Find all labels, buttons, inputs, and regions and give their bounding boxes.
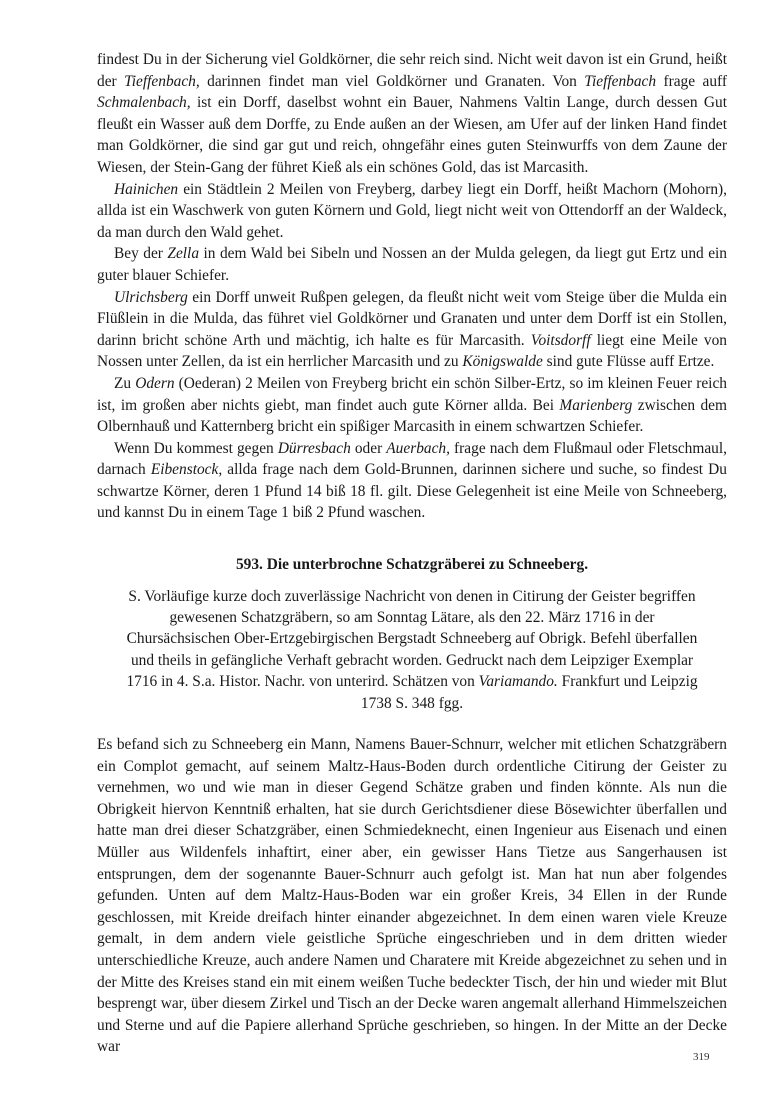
italic-term: Ulrichsberg [114,288,188,306]
body-paragraph: Es befand sich zu Schneeberg ein Mann, Namens Bauer-Schnurr, welcher mit etlichen Schatzgräbern ein Complot gemacht, auf seinem Maltz-Haus-Boden durch ordentliche Citirung der Geister zu vernehmen, wo und wie man in dieser Gegend Schätze graben und finden könnte. Als nun die Obrigkeit hiervon Kenntniß erhalten, hat sie durch Gerichtsdiener diese Bösewichter überfallen und hatte man drei dieser Schatzgräber, einen Schmiedeknecht, einen Ingenieur aus Eisenach und einen Müller aus Wildenfels inhaftirt, einer aber, ein gewisser Hans Tietze aus Sangerhausen ist entsprungen, dem der sogenannte Bauer-Schnurr auch gefolgt ist. Man hat nun aber folgendes gefunden. Unten auf dem Maltz-Haus-Boden war ein großer Kreis, 34 Ellen in der Runde geschlossen, mit Kreide dreifach hinter einander abgezeichnet. In dem einen waren viele Kreuze gemalt, in dem andern viele geistliche Sprüche eingeschrieben und in dem dritten wieder unterschiedliche Kreuze, auch andere Namen und Charatere mit Kreide abgezeichnet zu sehen und in der Mitte des Kreises stand ein mit einem weißen Tuche bedeckter Tisch, der hin und wieder mit Blut besprengt war, über diesem Zirkel und Tisch an der Decke waren angemalt allerhand Himmelszeichen und Sterne und auf die Papiere allerhand Sprüche geschrieben, so hingen. In der Mitte an der Decke war [97,736,727,1056]
paragraph: Hainichen ein Städtlein 2 Meilen von Freyberg, darbey liegt ein Dorff, heißt Machorn (Mohorn), allda ist ein Waschwerk von guten Körnern und Gold, liegt nicht weit von Ottendorff an der Waldeck, da man durch den Wald gehet. [97,180,727,241]
paragraph: Bey der Zella in dem Wald bei Sibeln und Nossen an der Mulda gelegen, da liegt gut Ertz und ein guter blauer Schiefer. [97,245,727,284]
page-text [97,49,727,1058]
italic-term: Variamando. [478,673,558,691]
italic-term: Eibenstock, [150,461,223,479]
italic-term: Zella [167,245,200,263]
italic-term: Odern [135,374,175,392]
paragraph: Zu Odern (Oederan) 2 Meilen von Freyberg bricht ein schön Silber-Ertz, so im kleinen Feuer reich ist, im großen aber nichts giebt, man findet auch gute Körner allda. Bei Marienberg zwischen dem Olbernhauß und Katternberg bricht ein spißiger Marcasith in einem schwartzen Schiefer. [97,374,727,436]
paragraph: Ulrichsberg ein Dorff unweit Rußpen gelegen, da fleußt nicht weit vom Steige über die Mulda ein Flüßlein in die Mulda, das führet viel Goldkörner und Granaten und unter dem Dorff ist ein Stollen, darinn bricht schöne Arth und mächtig, ich halte es für Marcasith. Voitsdorff liegt eine Meile von Nossen unter Zellen, da ist ein herrlicher Marcasith und zu Königswalde sind gute Flüsse auff Ertze. [97,288,727,371]
italic-term: Marienberg [559,396,633,414]
page-number: 319 [693,1051,710,1063]
italic-term: Tieffenbach [584,72,657,90]
opening-section [97,49,727,524]
source-citation: S. Vorläufige kurze doch zuverlässige Nachricht von denen in Citirung der Geister begriffen gewesenen Schatzgräbern, so am Sonntag Lätare, als den 22. März 1716 in der Chursächsischen Ober-Ertzgebirgischen Bergstadt Schneeberg auf Obrigk. Befehl überfallen und theils in gefängliche Verhaft gebracht worden. Gedruckt nach dem Leipziger Exemplar 1716 in 4. S.a. Histor. Nachr. von unterird. Schätzen von Variamando. Frankfurt und Leipzig 1738 S. 348 fgg. [126,587,698,712]
paragraph: Wenn Du kommest gegen Dürresbach oder Auerbach, frage nach dem Flußmaul oder Fletschmaul, darnach Eibenstock, allda frage nach dem Gold-Brunnen, darinnen sichere und suche, so findest Du schwartze Körner, deren 1 Pfund 14 biß 18 fl. gilt. Diese Gelegenheit ist eine Meile von Schneeberg, und kannst Du in einem Tage 1 biß 2 Pfund waschen. [97,439,727,522]
paragraph: findest Du in der Sicherung viel Goldkörner, die sehr reich sind. Nicht weit davon ist ein Grund, heißt der Tieffenbach, darinnen findet man viel Goldkörner und Granaten. Von Tieffenbach frage auff Schmalenbach, ist ein Dorff, daselbst wohnt ein Bauer, Nahmens Valtin Lange, durch dessen Gut fleußt ein Wasser auß dem Dorffe, zu Ende außen an der Wiesen, am Ufer auf der linken Hand findet man Goldkörner, die sind gar gut und reich, ohngefähr eines guten Steinwurffs von dem Zaune der Wiesen, der Stein-Gang der führet Kieß als ein schönes Gold, das ist Marcasith. [97,51,727,176]
italic-term: Schmalenbach, [97,94,191,112]
italic-term: Tieffenbach, [124,72,200,90]
italic-term: Hainichen [114,180,179,198]
italic-term: Dürresbach [277,439,351,457]
italic-term: Auerbach, [386,439,450,457]
section-heading: 593. Die unterbrochne Schatzgräberei zu Schneeberg. [235,556,589,574]
italic-term: Königswalde [462,353,543,371]
italic-term: Voitsdorff [530,331,591,349]
